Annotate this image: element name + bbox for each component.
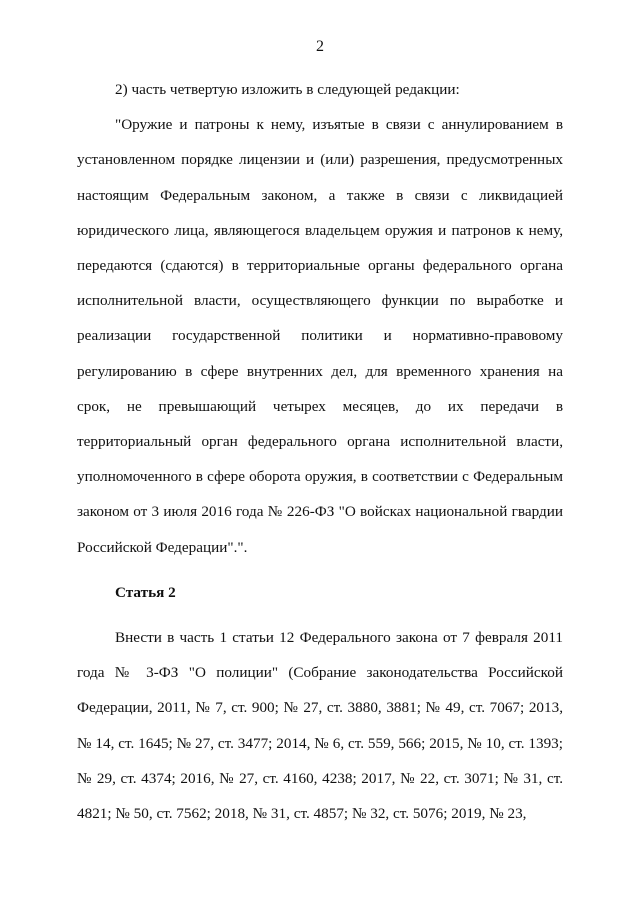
amendment-item-2-intro: 2) часть четвертую изложить в следующей редакции: <box>115 81 460 98</box>
document-body <box>77 72 563 831</box>
page-number: 2 <box>316 38 324 55</box>
paragraph-gap <box>77 610 563 620</box>
article-2-heading: Статья 2 <box>115 583 176 601</box>
article-2-text: Внести в часть 1 статьи 12 Федерального закона от 7 февраля 2011 года № 3-ФЗ "О полиции" (Собрание законодательства Российской Федерации, 2011, № 7, ст. 900; № 27, ст. 3880, 3881; № 49, ст. 7067; 2013, № 14, ст. 1645; № 27, ст. 3477; 2014, № 6, ст. 559, 566; 2015, № 10, ст. 1393; № 29, ст. 4374; 2016, № 27, ст. 4160, 4238; 2017, № 22, ст. 3071; № 31, ст. 4821; № 50, ст. 7562; 2018, № 31, ст. 4857; № 32, ст. 5076; 2019, № 23, <box>77 629 563 823</box>
paragraph-gap <box>77 565 563 575</box>
amendment-item-2-quote: "Оружие и патроны к нему, изъятые в связи с аннулированием в установленном порядке лицензии и (или) разрешения, предусмотренных настоящим Федеральным законом, а также в связи с ликвидацией юридического лица, являющегося владельцем оружия и патронов к нему, передаются (сдаются) в территориальные органы федерального органа исполнительной власти, осуществляющего функции по выработке и реализации государственной политики и нормативно-правовому регулированию в сфере внутренних дел, для временного хранения на срок, не превышающий четырех месяцев, до их передачи в территориальный орган федерального органа исполнительной власти, уполномоченного в сфере оборота оружия, в соответствии с Федеральным законом от 3 июля 2016 года № 226-ФЗ "О войсках национальной гвардии Российской Федерации".". <box>77 116 563 556</box>
